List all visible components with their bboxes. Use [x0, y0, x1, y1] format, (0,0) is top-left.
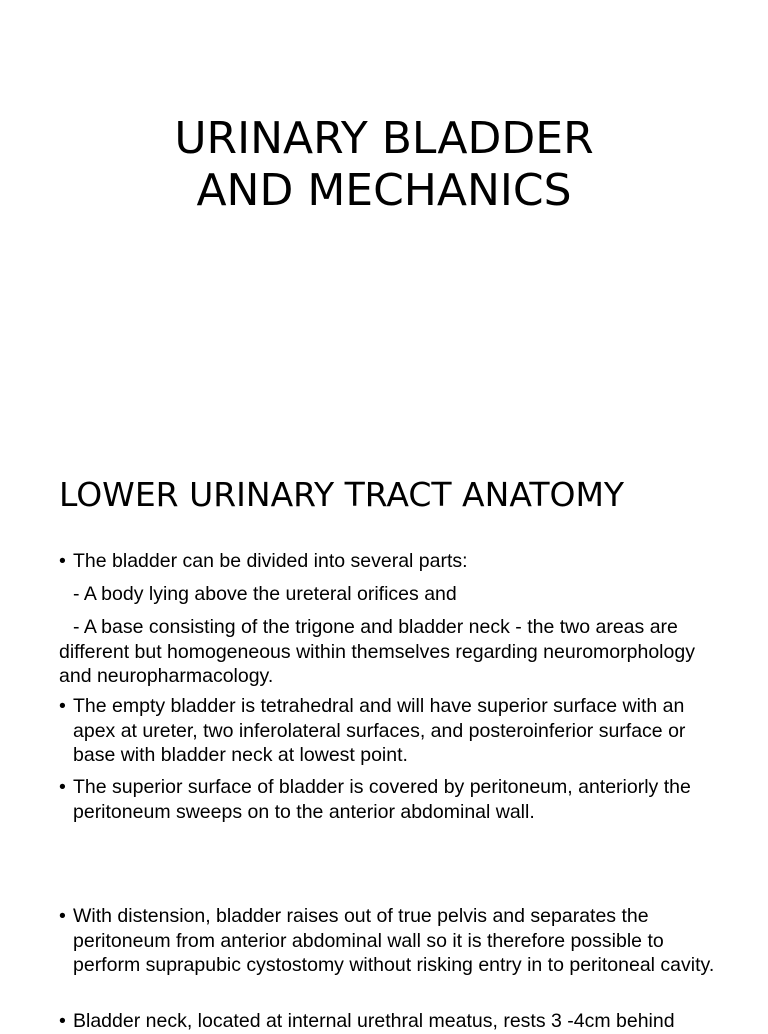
bullet-text: The superior surface of bladder is covered by peritoneum, anteriorly the peritoneum sweeps on to the anterior abdominal wall. — [73, 776, 691, 823]
bullet-dot: • — [59, 695, 66, 717]
slide-title-line-2: AND MECHANICS — [196, 165, 572, 216]
bullet-dot: • — [59, 550, 66, 572]
bullet-text: The empty bladder is tetrahedral and will have superior surface with an apex at ureter, two inferolateral surfaces, and posteroinferior surface or base with bladder neck at lowest point. — [73, 695, 686, 766]
section-heading: LOWER URINARY TRACT ANATOMY — [59, 475, 625, 514]
sub-item-text: - A body lying above the ureteral orifices and — [73, 583, 457, 605]
bullet-item — [59, 775, 728, 824]
slide-title-line-1: URINARY BLADDER — [174, 113, 594, 164]
sub-item — [59, 615, 719, 689]
bullet-text: With distension, bladder raises out of true pelvis and separates the peritoneum from anterior abdominal wall so it is therefore possible to perform suprapubic cystostomy without risking entry in to peritoneal cavity. — [73, 905, 715, 976]
bullet-item — [59, 694, 728, 768]
bullet-dot: • — [59, 905, 66, 927]
bullet-item — [59, 1009, 728, 1034]
bullet-item — [59, 904, 728, 978]
sub-item-text: - A base consisting of the trigone and bladder neck - the two areas are different but homogeneous within themselves regarding neuromorphology and neuropharmacology. — [59, 616, 695, 687]
bullet-text: Bladder neck, located at internal urethral meatus, rests 3 -4cm behind — [73, 1010, 675, 1032]
bullet-dot: • — [59, 776, 66, 798]
bullet-dot: • — [59, 1010, 66, 1032]
bullet-text: The bladder can be divided into several parts: — [73, 550, 468, 572]
slide-title — [0, 113, 768, 217]
sub-item — [59, 582, 719, 607]
bullet-item — [59, 549, 728, 574]
